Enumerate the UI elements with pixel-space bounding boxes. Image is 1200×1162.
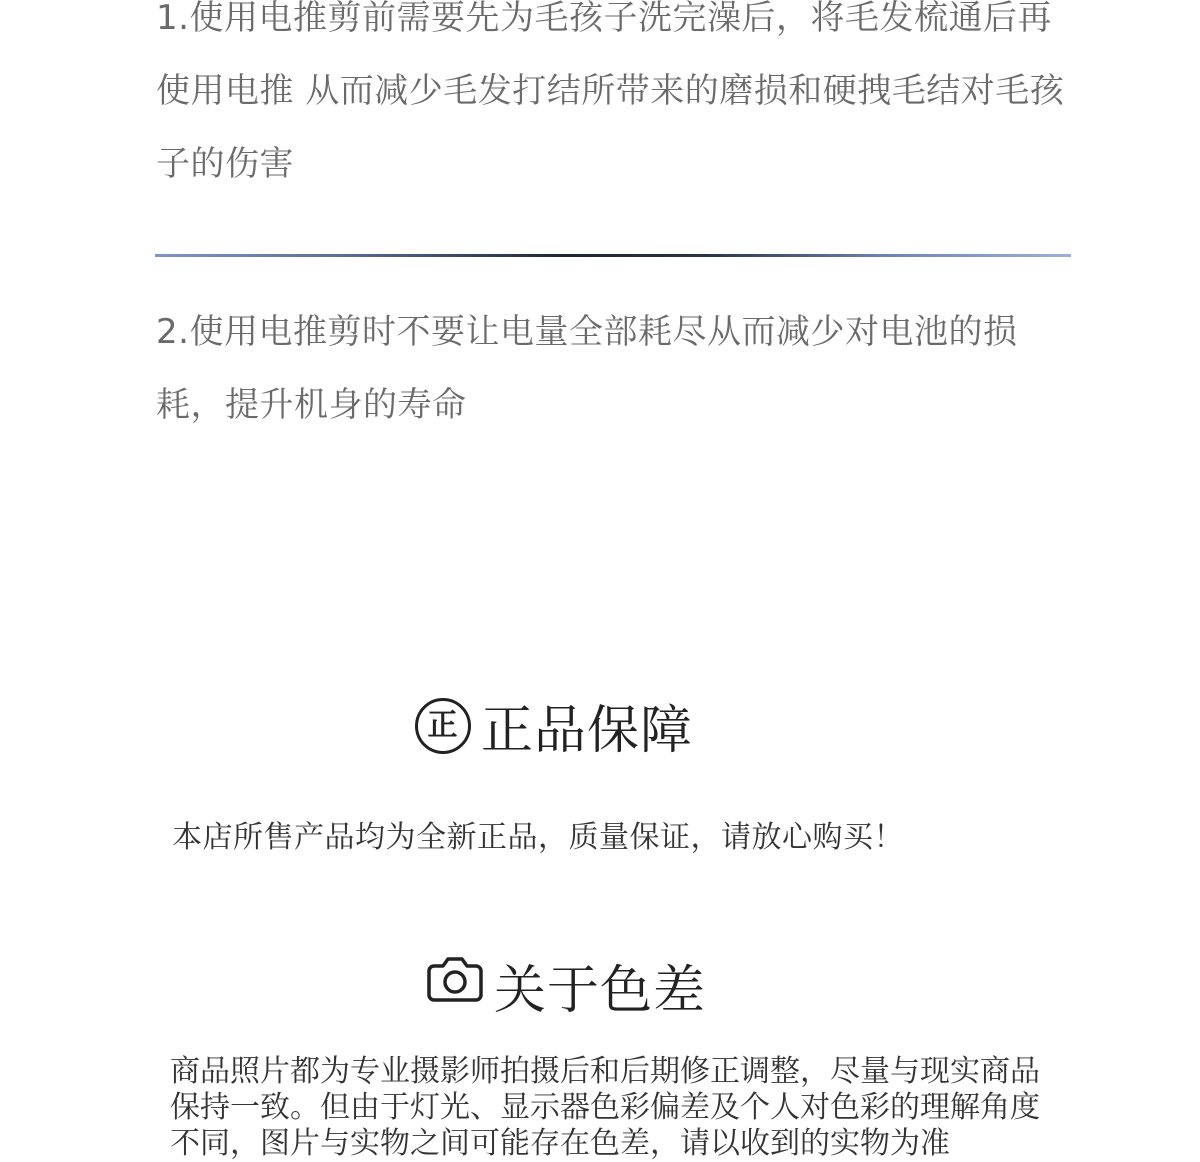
color-difference-title: 关于色差 bbox=[494, 961, 707, 1021]
genuine-badge-icon: 正 bbox=[415, 698, 471, 754]
camera-icon bbox=[426, 954, 484, 1017]
color-difference-heading bbox=[426, 948, 706, 1023]
color-difference-description: 商品照片都为专业摄影师拍摄后和后期修正调整，尽量与现实商品保持一致。但由于灯光、显示器色彩偏差及个人对色彩的理解角度不同，图片与实物之间可能存在色差，请以收到的实物为准 bbox=[170, 1054, 1040, 1161]
genuine-title: 正品保障 bbox=[481, 701, 694, 761]
genuine-description: 本店所售产品均为全新正品，质量保证，请放心购买！ bbox=[172, 820, 904, 855]
section-divider bbox=[155, 254, 1071, 257]
care-tip-1: 1.使用电推剪前需要先为毛孩子洗完澡后，将毛发梳通后再使用电推 从而减少毛发打结所带来的磨损和硬拽毛结对毛孩子的伤害 bbox=[156, 0, 1065, 184]
care-tip-2: 2.使用电推剪时不要让电量全部耗尽从而减少对电池的损耗，提升机身的寿命 bbox=[156, 312, 1018, 425]
genuine-guarantee-heading bbox=[415, 688, 693, 763]
